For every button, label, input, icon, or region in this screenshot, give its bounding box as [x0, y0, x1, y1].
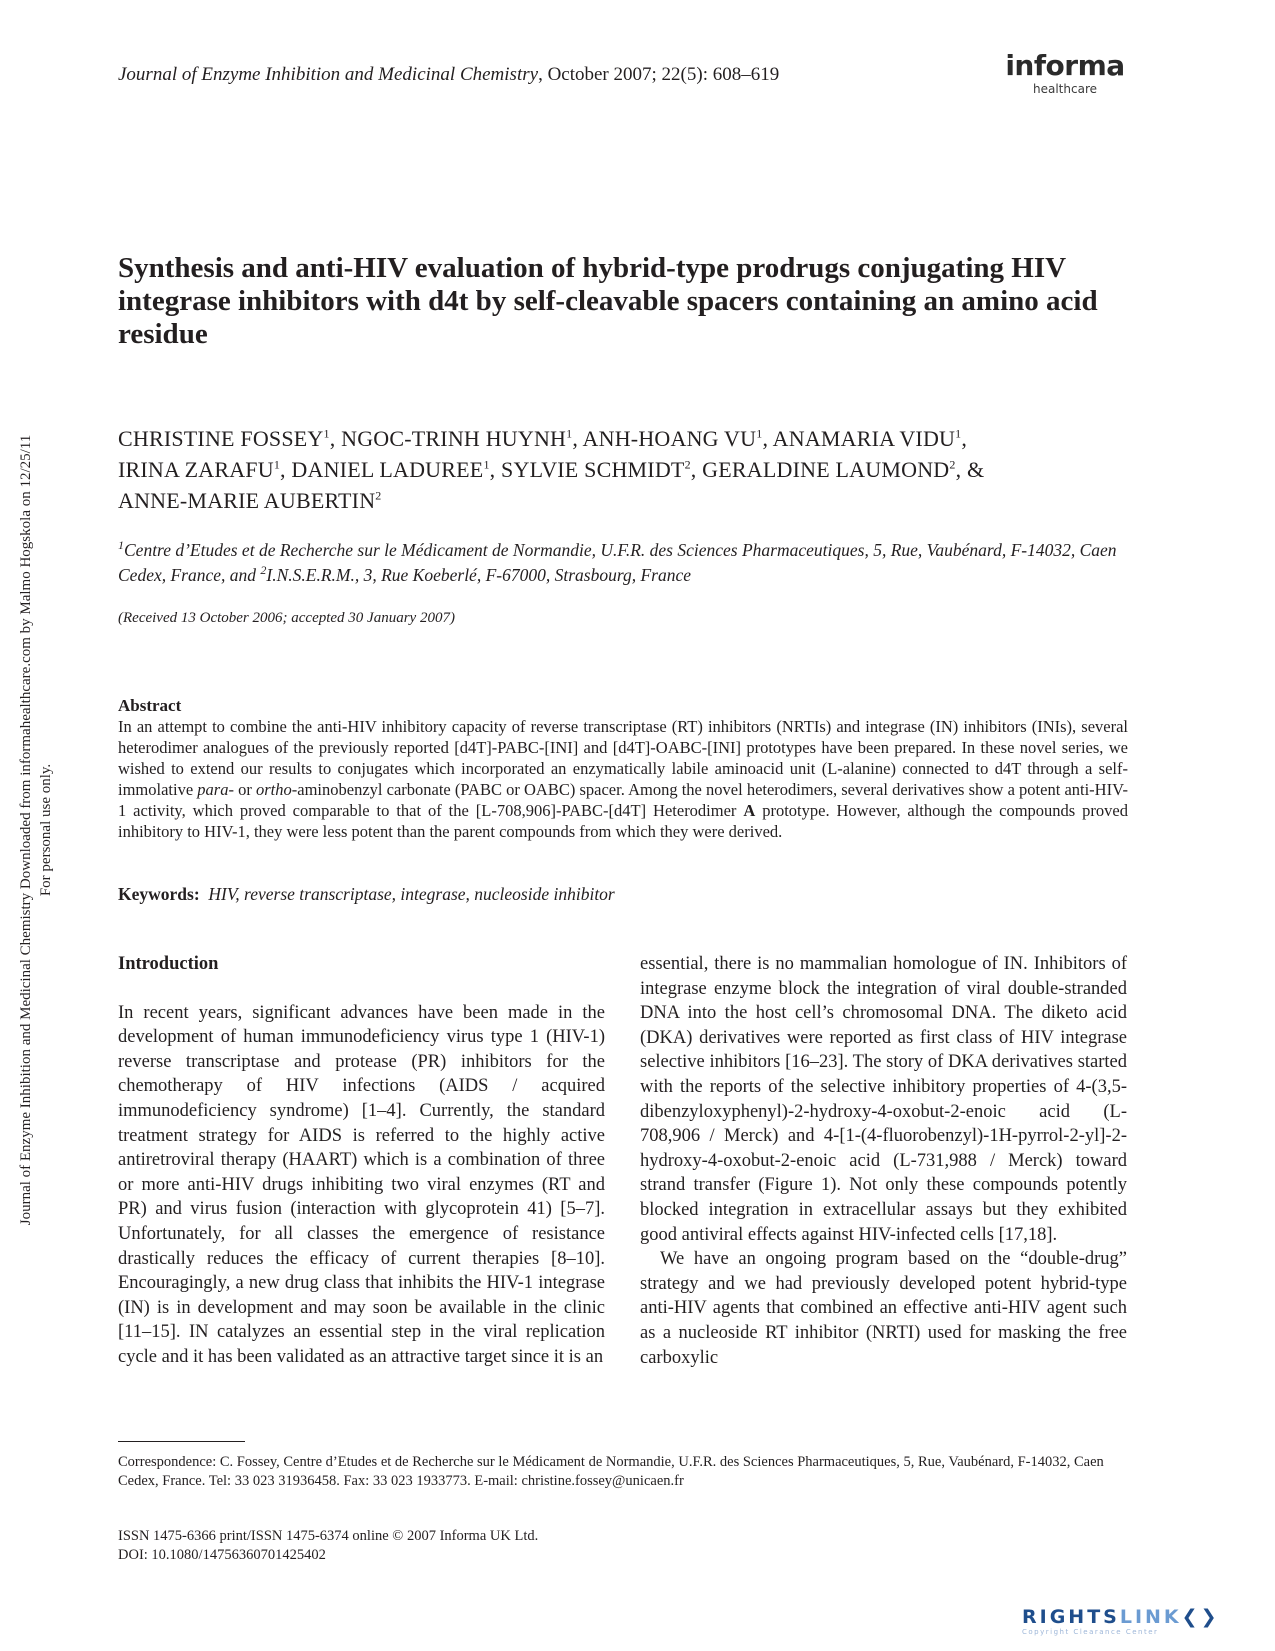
body-column-right [640, 952, 1127, 1370]
rightslink-glyph-icon: ❮❯ [1181, 1606, 1220, 1628]
author: ANNE-MARIE AUBERTIN$^2$ [118, 488, 382, 513]
rightslink-rights: RIGHTS [1022, 1606, 1120, 1628]
journal-name: Journal of Enzyme Inhibition and Medicinal Chemistry [118, 64, 539, 85]
download-note [0, 380, 54, 1280]
issn-block [118, 1527, 538, 1565]
affiliation-2: I.N.S.E.R.M., 3, Rue Koeberlé, F-67000, Strasbourg, France [266, 565, 692, 585]
publisher-logo [1000, 49, 1130, 96]
author: NGOC-TRINH HUYNH$^1$, [341, 426, 583, 451]
body-paragraph: In recent years, significant advances have been made in the development of human immunodeficiency virus type 1 (HIV-1) reverse transcriptase and protease (PR) inhibitors for the chemotherapy of HIV infections (AIDS / acquired immunodeficiency syndrome) [1–4]. Currently, the standard treatment strategy for AIDS is referred to the highly active antiretroviral therapy (HAART) which is a combination of three or more anti-HIV drugs inhibiting two viral enzymes (RT and PR) and virus fusion (interaction with glycoprotein 41) [5–7]. Unfortunately, for all classes the emergence of resistance drastically reduces the efficacy of current therapies [8–10]. Encouragingly, a new drug class that inhibits the HIV-1 integrase (IN) is in development and may soon be available in the clinic [11–15]. IN catalyzes an essential step in the viral replication cycle and it has been validated as an attractive target since it is an [118, 1002, 605, 1367]
body-column-left [118, 952, 605, 1370]
author: DANIEL LADUREE$^1$, [291, 457, 502, 482]
author-list [118, 423, 1128, 516]
section-heading-introduction: Introduction [118, 954, 219, 974]
author: CHRISTINE FOSSEY$^1$, [118, 426, 342, 451]
publisher-logo-sub: healthcare [1033, 82, 1097, 96]
keywords [118, 884, 615, 905]
affiliation-mark: 1 [118, 538, 124, 553]
journal-issue: , October 2007; 22(5): 608–619 [538, 64, 780, 85]
affiliations [118, 538, 1128, 588]
issn-line: ISSN 1475-6366 print/ISSN 1475-6374 online © 2007 Informa UK Ltd. [118, 1528, 539, 1544]
body-paragraph: essential, there is no mammalian homologue of IN. Inhibitors of integrase enzyme block the integration of viral double-stranded DNA into the host cell’s chromosomal DNA. The diketo acid (DKA) derivatives were reported as first class of HIV integrase selective inhibitors [16–23]. The story of DKA derivatives started with the reports of the selective inhibitory properties of 4-(3,5-dibenzyloxyphenyl)-2-hydroxy-4-oxobut-2-enoic acid (L-708,906 / Merck) and 4-[1-(4-fluorobenzyl)-1H-pyrrol-2-yl]-2-hydroxy-4-oxobut-2-enoic acid (L-731,988 / Merck) toward strand transfer (Figure 1). Not only these compounds potently blocked integration in extracellular assays but they exhibited good antiviral effects against HIV-infected cells [17,18]. [640, 954, 1127, 1245]
received-dates: (Received 13 October 2006; accepted 30 January 2007) [118, 610, 455, 626]
publisher-logo-name: informa [1005, 49, 1125, 82]
journal-citation [118, 64, 779, 86]
rightslink-logo [1022, 1606, 1220, 1636]
doi-line: DOI: 10.1080/14756360701425402 [118, 1547, 326, 1563]
affiliation-mark: 2 [260, 563, 267, 578]
abstract-heading: Abstract [118, 696, 182, 715]
download-note-line2: For personal use only. [38, 763, 54, 897]
keywords-heading: Keywords: [118, 884, 200, 904]
abstract-text: In an attempt to combine the anti-HIV inhibitory capacity of reverse transcriptase (RT) inhibitors (NRTIs) and integrase (IN) inhibitors (INIs), several heterodimer analogues of the previously reported [d4T]-PABC-[INI] and [d4T]-OABC-[INI] prototypes have been prepared. In these novel series, we wished to extend our results to conjugates which incorporated an enzymatically labile aminoacid unit (L-alanine) connected to d4T through a self-immolative para- or ortho-aminobenzyl carbonate (PABC or OABC) spacer. Among the novel heterodimers, several derivatives show a potent anti-HIV-1 activity, which proved comparable to that of the [L-708,906]-PABC-[d4T] Heterodimer A prototype. However, although the compounds proved inhibitory to HIV-1, they were less potent than the parent compounds from which they were derived. [118, 717, 1128, 841]
author: IRINA ZARAFU$^1$, [118, 457, 292, 482]
body-paragraph: We have an ongoing program based on the “double-drug” strategy and we had previously developed potent hybrid-type anti-HIV agents that combined an effective anti-HIV agent such as a nucleoside RT inhibitor (NRTI) used for masking the free carboxylic [640, 1249, 1127, 1368]
rightslink-sub: Copyright Clearance Center [1022, 1628, 1159, 1636]
keywords-list: HIV, reverse transcriptase, integrase, nucleoside inhibitor [208, 884, 615, 904]
footnote-rule [118, 1441, 245, 1442]
author: ANH-HOANG $VU^1$, [582, 426, 773, 451]
author: SYLVIE SCHMIDT$^2$, [501, 457, 703, 482]
article-title: Synthesis and anti-HIV evaluation of hybrid-type prodrugs conjugating HIV integrase inhibitors with d4t by self-cleavable spacers containing an amino acid residue [118, 252, 1098, 350]
download-note-line1: Journal of Enzyme Inhibition and Medicinal Chemistry Downloaded from informahealthcare.com by Malmo Hogskola on 12/25/11 [18, 434, 34, 1226]
correspondence-note: Correspondence: C. Fossey, Centre d’Etudes et de Recherche sur le Médicament de Normandie, U.F.R. des Sciences Pharmaceutiques, 5, Rue, Vaubénard, F-14032, Caen Cedex, France. Tel: 33 023 31936458. Fax: 33 023 1933773. E-mail: christine.fossey@unicaen.fr [118, 1454, 1104, 1489]
author: GERALDINE LAUMOND$^2$, & [702, 457, 985, 482]
rightslink-link: LINK [1119, 1606, 1182, 1628]
author: ANAMARIA VIDU$^1$, [772, 426, 968, 451]
affiliation-1: Centre d’Etudes et de Recherche sur le Médicament de Normandie, U.F.R. des Sciences Pharmaceutiques, 5, Rue, Vaubénard, F-14032, Caen Cedex, France, and [118, 540, 1117, 585]
